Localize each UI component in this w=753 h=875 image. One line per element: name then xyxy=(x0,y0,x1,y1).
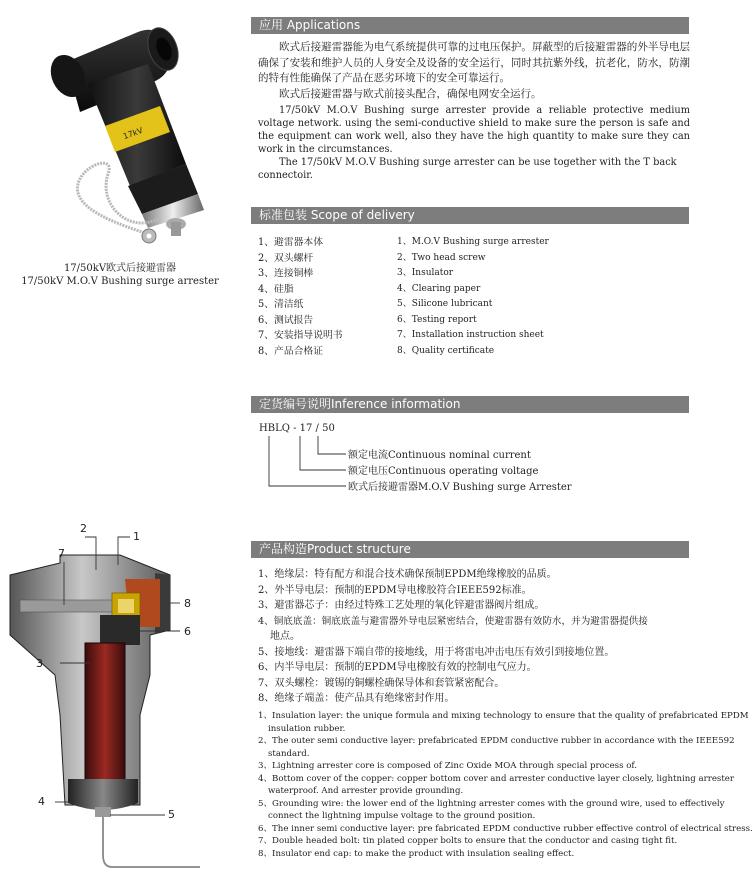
scope-item-cn: 8、产品合格证 xyxy=(258,345,324,357)
scope-header: 标准包装 Scope of delivery xyxy=(251,207,689,224)
applications-header: 应用 Applications xyxy=(251,17,689,34)
applications-cn-para1: 欧式后接避雷器能为电气系统提供可靠的过电压保护。屏蔽型的后接避雷器的外半导电层确保了安装和维护人员的人身安全及设备的安全运行，同时其抗紫外线，抗老化，防水，防潮的特有性能确保了产品在恶劣环境下的安全可靠运行。 xyxy=(258,41,690,84)
applications-en-para1: 17/50kV M.O.V Bushing surge arrester provide a reliable protective medium voltage network. using the semi-conductive shield to make sure the person is safe and the equipment can work well, also they have the high quantity to make sure they can work in the circumstances. xyxy=(258,105,690,155)
structure-item-en: standard. xyxy=(268,748,310,759)
scope-item-cn: 2、双头螺杆 xyxy=(258,252,314,264)
order-code: HBLQ - 17 / 50 xyxy=(259,423,335,434)
scope-item-cn: 6、测试报告 xyxy=(258,314,314,326)
structure-item-en: insulation rubber. xyxy=(268,723,346,734)
scope-item-cn: 4、硅脂 xyxy=(258,283,294,295)
structure-item-en: 6、The inner semi conductive layer: pre fabricated EPDM conductive rubber effective control of electrical stress. xyxy=(258,823,753,834)
structure-item-en: 2、The outer semi conductive layer: prefabricated EPDM conductive rubber in accordance with the IEEE592 xyxy=(258,736,735,746)
structure-item-en: waterproof. And arrester provide grounding. xyxy=(268,786,464,796)
structure-item-cn: 1、绝缘层：特有配方和混合技术确保预制EPDM绝缘橡胶的品质。 xyxy=(258,569,557,580)
structure-item-cn: 8、绝缘子端盖：使产品具有绝缘密封作用。 xyxy=(258,693,455,704)
callout-7: 7 xyxy=(58,547,65,560)
scope-item-cn: 3、连接铜棒 xyxy=(258,268,314,279)
scope-item-cn: 5、清洁纸 xyxy=(258,299,304,310)
scope-item-en: 2、Two head screw xyxy=(397,252,486,263)
structure-item-en: 5、Grounding wire: the lower end of the lightning arrester comes with the ground wire, used to effectively xyxy=(258,798,725,809)
inference-line-arrester: 欧式后接避雷器M.O.V Bushing surge Arrester xyxy=(348,482,572,493)
photo-caption-en: 17/50kV M.O.V Bushing surge arrester xyxy=(21,276,219,287)
structure-item-en: 1、Insulation layer: the unique formula and mixing technology to ensure that the quality of prefabricated EPDM xyxy=(258,711,749,721)
scope-item-cn: 7、安装指导说明书 xyxy=(258,330,343,341)
structure-item-cn: 3、避雷器芯子：由经过特殊工艺处理的氧化锌避雷器阀片组成。 xyxy=(258,600,545,611)
scope-item-en: 3、Insulator xyxy=(397,268,454,278)
structure-item-cn: 6、内半导电层：预制的EPDM导电橡胶有效的控制电气应力。 xyxy=(258,662,537,673)
structure-diagram xyxy=(0,515,250,875)
inference-header: 定货编号说明Inference information xyxy=(251,396,689,413)
scope-item-en: 4、Clearing paper xyxy=(397,283,481,294)
structure-header: 产品构造Product structure xyxy=(251,541,689,558)
inference-line-current: 额定电流Continuous nominal current xyxy=(348,450,531,461)
callout-1: 1 xyxy=(133,530,140,543)
applications-text xyxy=(258,40,690,182)
inference-lines xyxy=(348,448,572,496)
product-photo xyxy=(8,14,233,254)
applications-cn-para2: 欧式后接避雷器与欧式前接头配合，确保电网安全运行。 xyxy=(279,87,542,100)
structure-item-en: 7、Double headed bolt: tin plated copper bolts to ensure that the conductor and casing tight fit. xyxy=(258,836,678,846)
scope-item-en: 6、Testing report xyxy=(397,314,477,325)
scope-item-en: 7、Installation instruction sheet xyxy=(397,330,544,340)
structure-item-cn: 地点。 xyxy=(270,631,300,642)
callout-8: 8 xyxy=(184,597,191,610)
photo-caption-cn: 17/50kV欧式后接避雷器 xyxy=(63,263,177,274)
structure-item-cn: 7、双头螺栓：镀锡的铜螺栓确保导体和套管紧密配合。 xyxy=(258,677,505,689)
scope-list-en xyxy=(397,235,549,359)
structure-item-cn: 4、铜底底盖：铜底底盖与避雷器外导电层紧密结合，使避雷器有效防水，并为避雷器提供接 xyxy=(258,615,648,627)
callout-5: 5 xyxy=(168,808,175,821)
scope-item-en: 8、Quality certificate xyxy=(397,345,495,356)
structure-item-en: 4、Bottom cover of the copper: copper bottom cover and arrester conductive layer closely, lightning arrester xyxy=(258,773,734,784)
scope-item-en: 1、M.O.V Bushing surge arrester xyxy=(397,237,549,247)
scope-list-cn xyxy=(258,235,343,359)
callout-6: 6 xyxy=(184,625,191,638)
callout-2: 2 xyxy=(80,522,87,535)
scope-item-en: 5、Silicone lubricant xyxy=(397,299,493,309)
inference-brackets xyxy=(262,434,352,494)
structure-item-en: 8、Insulator end cap: to make the product with insulation sealing effect. xyxy=(258,848,575,859)
structure-item-cn: 2、外半导电层：预制的EPDM导电橡胶符合IEEE592标准。 xyxy=(258,584,532,596)
applications-en-para2: The 17/50kV M.O.V Bushing surge arrester can be use together with the T back connectoir. xyxy=(258,157,677,181)
callout-3: 3 xyxy=(36,657,43,670)
callout-4: 4 xyxy=(38,795,45,808)
structure-list-en xyxy=(258,710,753,860)
photo-label-text: 17kV xyxy=(121,125,145,142)
structure-item-en: connect the lightning impulse voltage to the ground position. xyxy=(268,811,536,821)
structure-item-en: 3、Lightning arrester core is composed of Zinc Oxide MOA through special process of. xyxy=(258,761,637,771)
structure-item-cn: 5、接地线：避雷器下端自带的接地线，用于将雷电冲击电压有效引到接地位置。 xyxy=(258,646,615,658)
inference-line-voltage: 额定电压Continuous operating voltage xyxy=(348,466,539,477)
scope-item-cn: 1、避雷器本体 xyxy=(258,237,324,248)
structure-list-cn xyxy=(258,567,690,707)
